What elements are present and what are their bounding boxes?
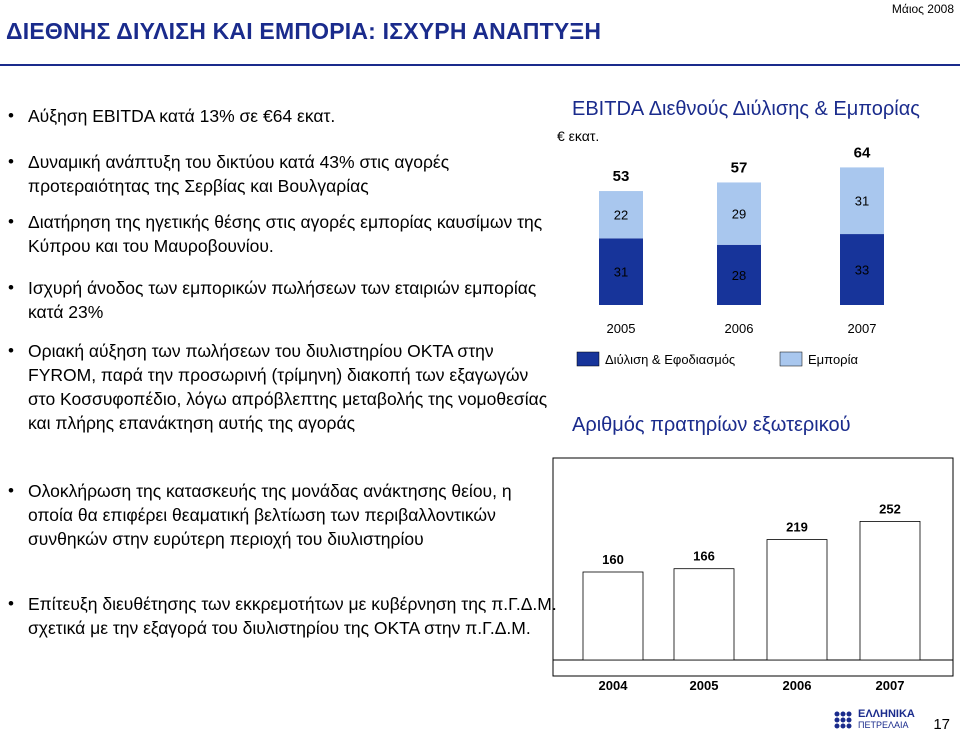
- bullet-text: Διατήρηση της ηγετικής θέσης στις αγορές εμπορίας καυσίμων της Κύπρου και του Μαυροβουνίου.: [28, 212, 543, 256]
- ebitda-total-label: 57: [730, 159, 748, 177]
- ebitda-x-tick: 2007: [847, 321, 877, 336]
- stations-x-tick: 2006: [782, 678, 812, 693]
- bullet-text: Επίτευξη διευθέτησης των εκκρεμοτήτων με κυβέρνηση της π.Γ.Δ.Μ. σχετικά με την εξαγορά του διυλιστηρίου της ΟΚΤΑ στην π.Γ.Δ.Μ.: [28, 594, 557, 638]
- bullet-text: Ολοκλήρωση της κατασκευής της μονάδας ανάκτησης θείου, η οποία θα επιφέρει θεαματική βελτίωση των περιβαλλοντικών συνθηκών στην ευρύτερη περιοχή του διυλιστηρίου: [28, 481, 512, 549]
- logo-text: [858, 709, 915, 731]
- stations-value-label: 252: [879, 501, 901, 517]
- stations-chart-title: Αριθμός πρατηρίων εξωτερικού: [572, 414, 851, 436]
- stations-bar-2007: [860, 521, 920, 660]
- stations-bar-2004: [583, 572, 643, 660]
- ebitda-total-label: 53: [612, 168, 630, 186]
- company-logo: [832, 709, 915, 731]
- bullet-text: Ισχυρή άνοδος των εμπορικών πωλήσεων των εταιριών εμπορίας κατά 23%: [28, 278, 537, 322]
- page-title: ΔΙΕΘΝΗΣ ΔΙΥΛΙΣΗ ΚΑΙ ΕΜΠΟΡΙΑ: ΙΣΧΥΡΗ ΑΝΑΠΤΥΞΗ: [6, 18, 602, 44]
- bullet-text: Αύξηση EBITDA κατά 13% σε €64 εκατ.: [28, 106, 336, 126]
- ebitda-x-tick: 2005: [606, 321, 636, 336]
- report-date: Μάιος 2008: [891, 2, 954, 16]
- stations-value-label: 219: [786, 519, 808, 535]
- bullet-icon: •: [8, 212, 14, 231]
- bullet-icon: •: [8, 152, 14, 171]
- ebitda-bar-label: 33: [854, 262, 870, 278]
- legend-swatch-refining: [577, 352, 599, 366]
- legend-swatch-marketing: [780, 352, 802, 366]
- legend-label: Διύλιση & Εφοδιασμός: [605, 352, 736, 367]
- stations-value-label: 160: [602, 552, 624, 567]
- legend-label: Εμπορία: [808, 352, 858, 367]
- bullet-icon: •: [8, 278, 14, 297]
- stations-x-tick: 2007: [875, 678, 905, 693]
- stations-x-tick: 2005: [689, 678, 719, 693]
- page-number: 17: [933, 716, 950, 733]
- ebitda-x-tick: 2006: [724, 321, 754, 336]
- ebitda-total-label: 64: [853, 144, 871, 162]
- stations-bar-2006: [767, 540, 827, 660]
- ebitda-bar-label: 22: [613, 207, 629, 223]
- bullet-icon: •: [8, 341, 14, 360]
- ebitda-bar-label: 31: [613, 264, 629, 280]
- logo-line1: ΕΛΛΗΝΙΚΑ: [858, 708, 915, 720]
- stations-value-label: 166: [693, 548, 715, 564]
- bullet-icon: •: [8, 481, 14, 500]
- stations-bar-2005: [674, 569, 734, 660]
- logo-mark-icon: [832, 709, 854, 731]
- bullet-icon: •: [8, 106, 14, 125]
- ebitda-bar-label: 29: [731, 206, 747, 222]
- stations-x-tick: 2004: [598, 678, 628, 693]
- ebitda-unit-label: € εκατ.: [557, 128, 600, 144]
- bullet-text: Δυναμική ανάπτυξη του δικτύου κατά 43% στις αγορές προτεραιότητας της Σερβίας και Βουλγαρίας: [28, 152, 450, 196]
- ebitda-chart-title: EBITDA Διεθνούς Διύλισης & Εμπορίας: [572, 98, 920, 120]
- bullet-text: Οριακή αύξηση των πωλήσεων του διυλιστηρίου OKTA στην FYROM, παρά την προσωρινή (τρίμηνη) διακοπή των εξαγωγών στο Κοσσυφοπέδιο, λόγω απρόβλεπτης μεταβολής της νομοθεσίας και πλήρης επανάκτηση αυτής της αγοράς: [28, 341, 548, 433]
- logo-line2: ΠΕΤΡΕΛΑΙΑ: [858, 720, 909, 730]
- ebitda-bar-label: 31: [854, 193, 870, 209]
- ebitda-bar-label: 28: [731, 267, 747, 283]
- bullet-icon: •: [8, 594, 14, 613]
